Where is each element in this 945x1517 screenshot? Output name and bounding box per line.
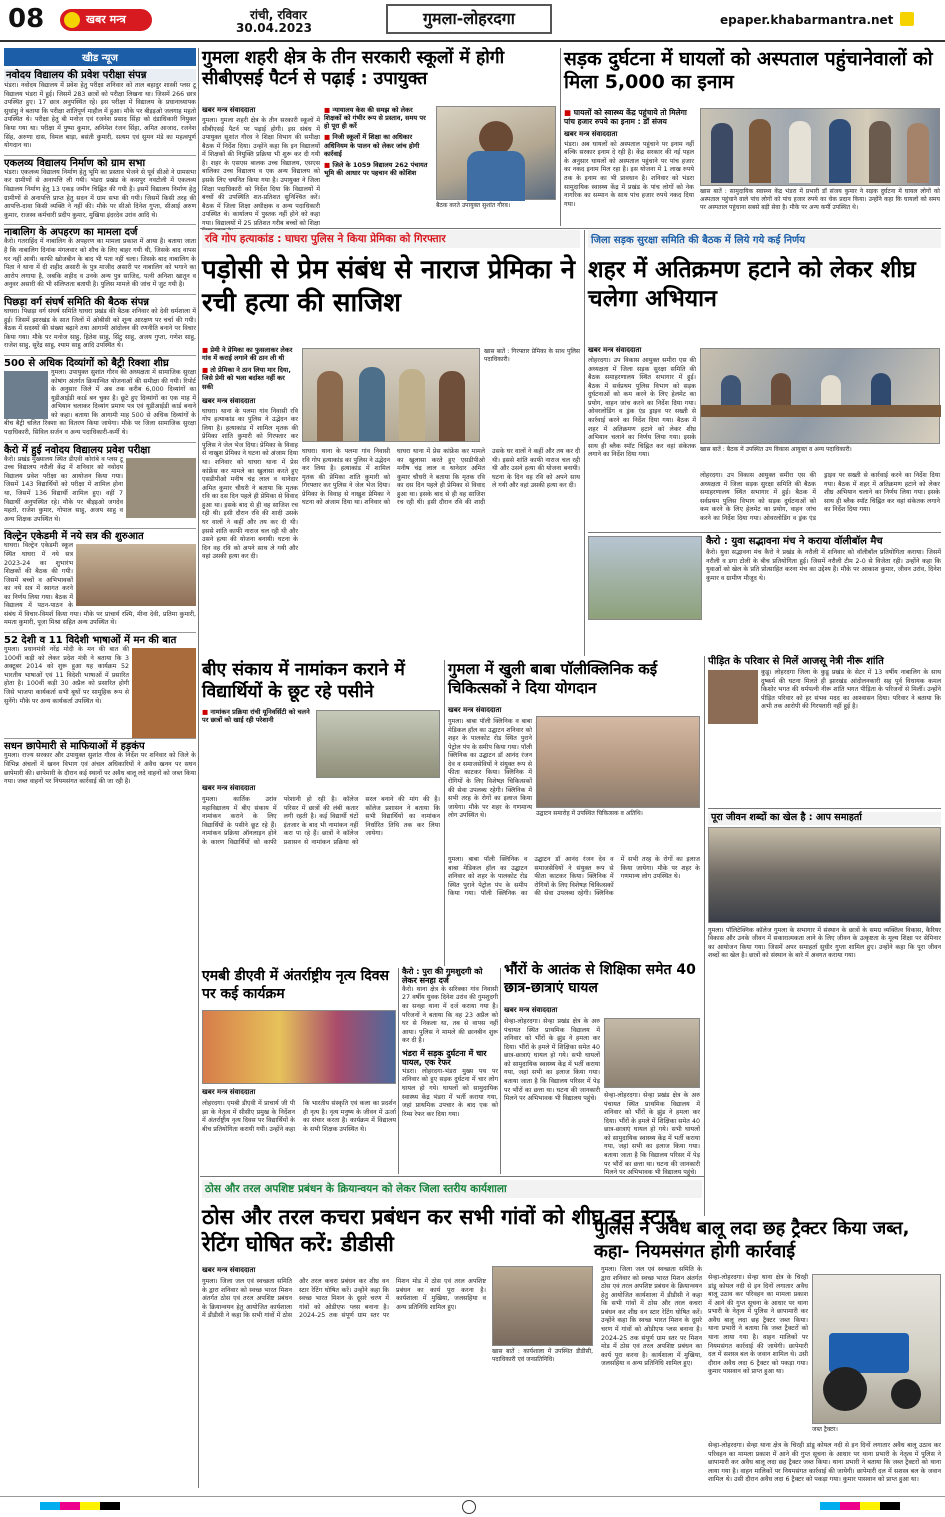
story-road-accident <box>402 1050 498 1174</box>
photo-caption: खास बातें : सामुदायिक स्वास्थ्य केंद्र भंडरा में प्रभारी डॉ संजय कुमार ने सड़क दुर्घटना में घायल लोगों को अस्पताल पहुंचाने वाले पांच लोगों को पांच हजार रुपये का चेक प्रदान किया। उन्होंने कहा कि घायलों को समय पर अस्पताल पहुंचाना सबसे बड़ी सेवा है। मौके पर अन्य कर्मी उपस्थित थे। <box>700 188 940 211</box>
headline: पूरा जीवन शब्दों का खेल है : आप समाहर्ता <box>708 812 941 825</box>
photo-caption: खास बातें : कार्यशाला में उपस्थित डीडीसी, पदाधिकारी एवं जनप्रतिनिधि। <box>492 1348 593 1363</box>
tractor-photo <box>812 1274 941 1424</box>
color-bar <box>820 1502 900 1510</box>
story-bees <box>504 962 700 1177</box>
page-number: 08 <box>8 4 45 34</box>
brief-text: भंडरा। नवोदय विद्यालय में प्रवेश हेतु परीक्षा शनिवार को ताल बहादुर शास्त्री प्लस टू विद्यालय भंडरा में हुई। जिसमें 283 छात्रों को परीक्षा लिखना था। जिसमें 266 छात्र उपस्थित हुए। 17 छात्र अनुपस्थित रहे। इस परीक्षा में विद्यालय के प्रधानाध्यापक सुधांशु ने बताया कि परीक्षा शांतिपूर्ण माहौल में हुआ। मौके पर बीइइओ जलगाह महतो उपस्थित थे। परीक्षा हेतु बी मनोज एवं रजनेश प्रसाद सिंहा को दंडाधिकारी नियुक्त किया गया था। परीक्षा में पुष्पा कुमार, अनिमेश रंजन सिंहा, अमित आजाद, रजनेश सिंह, अरुणा दास, विमल बाड़ा, बसंती कुमारी, सत्यम एवं सुमन मंडे का महत्वपूर्ण योगदान था। <box>4 82 196 150</box>
body-text: गुमला। जिला जल एवं स्वच्छता समिति के द्वारा शनिवार को स्वच्छ भारत मिशन अंतर्गत ठोस एवं तरल अपशिष्ट प्रबंधन के क्रियान्वयन हेतु आयोजित कार्यशाला में डीडीसी ने कहा कि सभी गांवों में ठोस और तरल कचरा प्रबंधन कर शीघ्र वन स्टार रेटिंग घोषित करें। उन्होंने कहा कि स्वच्छ भारत मिशन के दूसरे चरण में गांवों को ओडीएफ प्लस बनाना है। 2024-25 तक संपूर्ण ग्राम स्तर पर मिशन मोड में ठोस एवं तरल अपशिष्ट प्रबंधन का कार्य पूरा करना है। कार्यशाला में मुखिया, जलसहिया व अन्य प्रतिनिधि शामिल हुए। <box>202 1278 486 1320</box>
story-band: रवि गोप हत्याकांड : घाघरा पुलिस ने किया प्रेमिका को गिरफ्तार <box>202 230 580 248</box>
brief-rickshaw <box>4 355 196 438</box>
body-text: कैरो। युवा सद्भावना मंच कैरो ने प्रखंड के नरौली में शनिवार को वॉलीबॉल प्रतियोगिता कराया। जिसमें नरौली व डगा टोली के बीच प्रतियोगिता हुई। जिसमें नरौली टीम 2-0 से विजेता रही। उन्होंने कहा कि युवाओं को खेल के प्रति प्रोत्साहित करना मंच का उद्देश्य है। मौके पर आकाश कुमार, जीवन उरांव, दिनेश कुमार व ग्रामीण मौजूद थे। <box>706 549 941 582</box>
dateline-city: रांची, रविवार <box>250 8 307 22</box>
body-text: गुमला। कार्तिक उरांव महाविद्यालय में बीए संकाय में नामांकन कराने के लिए विद्यार्थियों के पसीने छूट रहे हैं। नामांकन प्रक्रिया ऑनलाइन होने के कारण विद्यार्थियों को काफी परेशानी हो रही है। कॉलेज परिसर में छात्रों की लंबी कतार लगी रहती है। कई विद्यार्थी घंटों इंतजार के बाद भी नामांकन नहीं करा पा रहे हैं। छात्रों ने कॉलेज प्रशासन से नामांकन प्रक्रिया को सरल बनाने की मांग की है। कॉलेज प्रशासन ने बताया कि सभी विद्यार्थियों का नामांकन निर्धारित तिथि तक कर लिया जायेगा। <box>202 796 440 846</box>
brief-text: कैरो। प्रखंड मुख्यालय स्थित डीएवी कोरांबे व प्लस टू उच्च विद्यालय नरौली केंद्र में शनिवार को नवोदय विद्यालय प्रवेश परीक्षा का आयोजन किया गया। जिसमें 143 विद्यार्थियों को परीक्षा में शामिल होना था, जिसमें 136 विद्यार्थी शामिल हुए। वहीं 7 विद्यार्थी अनुपस्थित रहे। मौके पर बीइइओ जगदेव महतो, राजेश कुमार, गोपाल साहु, अजय साहु व अन्य शिक्षक उपस्थित थे। <box>4 455 123 523</box>
body-text: गुमला। बाबा पॉली क्लिनिक व बाबा मेडिकल हॉल का उद्घाटन शनिवार को शहर के पालकोट रोड स्थित पुराने पेट्रोल पंप के समीप किया गया। पॉली क्लिनिक का उद्घाटन डॉ आनंद रंजन देव व समाजसेवियों ने संयुक्त रूप से फीता काटकर किया। क्लिनिक में रोगियों के लिए विशेषज्ञ चिकित्सकों की सेवा उपलब्ध रहेगी। क्लिनिक में सभी तरह के रोगों का इलाज किया जायेगा। मौके पर शहर के गणमान्य लोग उपस्थित थे। <box>448 718 532 820</box>
byline: खबर मन्त्र संवाददाता <box>202 1266 256 1274</box>
body-continued: लोहरदगा। उप विकास आयुक्त समीरा एस की अध्यक्षता में जिला सड़क सुरक्षा समिति की बैठक समाहरणालय स्थित सभागार में हुई। बैठक में सर्वप्रथम पुलिस विभाग को सड़क दुर्घटनाओं को कम करने के लिए हेलमेट का प्रयोग, वाहन जांच करने का निर्देश दिया गया। ओवरलोडिंग व ड्रंक एंड ड्राइव पर सख्ती से कार्रवाई करने का निर्देश दिया गया। बैठक में शहर में अतिक्रमण हटाने को लेकर शीघ्र अभियान चलाने का निर्णय लिया गया। इसके साथ ही ब्लैक स्पॉट चिह्नित कर वहां संकेतक लगाने का निर्देश दिया गया। <box>700 472 940 522</box>
brief-heading: कैरो में हुई नवोदय विद्यालय प्रवेश परीक्षा <box>4 444 151 456</box>
story-murder <box>202 230 580 656</box>
volleyball-photo <box>588 536 702 620</box>
color-bar <box>40 1502 120 1510</box>
pullout-point: ■ निजी स्कूलों में शिक्षा का अधिकार अधिनियम के पालन को लेकर जांच होगी कार्रवाई <box>324 133 420 158</box>
headline: कैरो : पुरा की गुमशुदगी को लेकर सनहा दर्ज <box>402 967 483 985</box>
award-photo <box>700 108 940 186</box>
body-continued: सेन्हा-लोहरदगा। सेन्हा थाना क्षेत्र के चिरही डांडू कोयल नदी से इन दिनों लगातार अवैध बालू उठाव कर परिवहन का मामला प्रकाश में आने की गुप्त सूचना के आधार पर थाना प्रभारी के नेतृत्व में पुलिस ने छापामारी कर अवैध बालू लदा छह ट्रैक्टर जब्त किया। थाना प्रभारी ने बताया कि जब्त ट्रैक्टरों को थाना लाया गया है। वाहन मालिकों पर नियमसंगत कार्रवाई की जायेगी। छापेमारी दल में सशस्त्र बल के जवान शामिल थे। उसी दौरान अवैध लदा 6 ट्रैक्टर को पकड़ा गया। कुमार पासवान को प्राप्त हुआ था। <box>708 1442 941 1484</box>
dc-meeting-photo <box>436 106 556 200</box>
tractor-body <box>708 1274 941 1486</box>
injured-students-photo <box>604 1018 700 1088</box>
byline: खबर मन्त्र संवाददाता <box>202 396 256 405</box>
brief-heading: सधन छापेमारी से माफियाओं में हड़कंप <box>4 741 145 753</box>
body-text: गुमला। गुमला शहरी क्षेत्र के तीन सरकारी स्कूलों में सीबीएसई पैटर्न पर पढ़ाई होगी। इस संबंध में उपायुक्त सुशांत गौरव ने शिक्षा विभाग की समीक्षा बैठक में निर्देश दिया। उन्होंने कहा कि इन विद्यालयों में शिक्षकों की नियुक्ति प्रक्रिया भी शुरू कर दी गयी है। शहर के एसएस बालक उच्च विद्यालय, एसएस बालिका उच्च विद्यालय व एक अन्य विद्यालय को इसके लिए चयनित किया गया है। उपायुक्त ने जिला शिक्षा पदाधिकारी को निर्देश दिया कि विद्यालयों में बच्चों की उपस्थिति शत-प्रतिशत सुनिश्चित करें। बैठक में जिला शिक्षा अधीक्षक व अन्य पदाधिकारी उपस्थित थे। कार्यालय में पुस्तक नहीं होने को कहा गया। विद्यालयों में 25 प्रतिशत गरीब बच्चों को शिक्षा <box>202 117 320 227</box>
headline: पड़ोसी से प्रेम संबंध से नाराज प्रेमिका ने रची हत्या की साजिश <box>202 255 576 318</box>
pullout-point: ■ तो प्रेमिका ने ठान लिया मार दिया, जिसे प्रेमी को भला बर्दाश्त नहीं कर सकी <box>202 366 291 391</box>
dance-photo <box>202 1010 396 1084</box>
briefs-tag: खीड न्यूज <box>4 48 196 66</box>
photo-caption: खास बातें : गिरफ्तार प्रेमिका के साथ पुलिस पदाधिकारी। <box>484 348 580 363</box>
body-text: घाघरा। थाना के पलमा गांव निवासी रवि गोप हत्याकांड का पुलिस ने उद्भेदन कर लिया है। हत्याकांड में शामिल मृतक की प्रेमिका शांति कुमारी को गिरफ्तार कर पुलिस ने जेल भेज दिया। प्रेमिका के विवाह से नाखुश प्रेमिका ने घटना को अंजाम दिया था। शनिवार को घाघरा थाना में प्रेस कांफ्रेंस कर मामले का खुलासा करते हुए एसडीपीओ मनीष चंद्र लाल व थानेदार अमित कुमार चौधरी ने बताया कि मृतक रवि का दस दिन पहले ही प्रेमिका से विवाद हुआ था। इसके बाद से ही वह साजिश रच रही थी। इसी दौरान रवि की शादी उसके घर वालों ने कहीं और तय कर दी थी। इससे शांति काफी नाराज चल रही थी और उसने हत्या की योजना बनायी। घटना के दिन वह रवि को अपने साथ ले गयी और वहां उसकी हत्या कर दी। <box>202 407 298 561</box>
kicker: ■ घायलों को स्वास्थ्य केंद्र पहुंचाये तो मिलेगा पांच हजार रुपये का इनाम : डॉ संजय <box>564 108 687 127</box>
academy-photo <box>76 544 196 606</box>
headline: भंडरा में सड़क दुर्घटना में चार घायल, एक रेफर <box>402 1049 487 1067</box>
brief-text: कैरो। गतराहिंद में नाबालिग के अपहरण का मामला प्रकाश में आया है। बताया जाता है कि नाबालिग दिनांक मंगलवार को शौच के लिए बाहर गयी थी, जिसके बाद वापस घर नहीं आयी। काफी खोजबीन के बाद भी पता नहीं चला। जिसके बाद नाबालिग के पिता ने थाना में दी शहीद असारी के पुत्र माजीद असारी पर नाबालिग को भगाने का आरोप लगाया है, जबकि शहीद व उनके अन्य पुत्र साजिद, पत्नी अनिशा खातून व अनुवर असारी की भी संलिप्तता बतायी है। पुलिस मामले की जांच में जुट गयी है। <box>4 238 196 289</box>
story-encroachment <box>588 230 941 530</box>
masthead <box>0 0 945 44</box>
brief-obc <box>4 294 196 351</box>
photo-caption: उद्घाटन समारोह में उपस्थित चिकित्सक व अतिथि। <box>536 810 643 817</box>
headline: एमबी डीएवी में अंतर्राष्ट्रीय नृत्य दिवस पर कई कार्यक्रम <box>202 968 389 1002</box>
brief-text: गुमला। उपायुक्त सुशांत गौरव की अध्यक्षता में सामाजिक सुरक्षा कोषांग अंतर्गत क्रियान्वित योजनाओं की समीक्षा की गयी। रिपोर्ट के अनुसार जिले में अब तक करीब 6,000 दिव्यांगों का यूडीआईडी कार्ड बन चुका है। छूटे हुए दिव्यांगों का एक माह में अभियान चलाकर दिव्यांग प्रमाण पत्र एवं यूडीआईडी कार्ड बनाने को कहा। बताया कि आगामी माह 500 से अधिक दिव्यांगों के बीच बैट्री चलित रिक्शा का वितरण किया जायेगा। मौके पर जिला सामाजिक सुरक्षा पदाधिकारी, सिविल सर्जन व अन्य पदाधिकारी-कर्मी थे। <box>4 369 196 436</box>
story-polyclinic <box>448 660 700 958</box>
photo-caption: खास बातें : बैठक में उपस्थित उप विकास आयुक्त व अन्य पदाधिकारी। <box>700 446 852 453</box>
brief-text: गुमला। प्रधानमंत्री नरेंद्र मोदी के मन की बात की 100वीं कड़ी को लेकर प्रदेश मंत्री ने बताया कि 3 अक्टूबर 2014 को शुरू हुआ यह कार्यक्रम 52 भारतीय भाषाओं एवं 11 विदेशी भाषाओं में प्रसारित होता है। 100वीं कड़ी 30 अप्रैल को प्रसारित होगी जिसे भाजपा कार्यकर्ता सभी बूथों पर सामूहिक रूप से सुनेंगे। मौके पर अन्य कार्यकर्ता उपस्थित थे। <box>4 646 129 705</box>
byline: खबर मन्त्र संवाददाता <box>448 706 502 714</box>
leader-photo <box>708 670 758 724</box>
body-text: सेन्हा-लोहरदगा। सेन्हा प्रखंड क्षेत्र के अरु पंचायत स्थित प्राथमिक विद्यालय में शनिवार को भौंरों के झुंड ने हमला कर दिया। भौंरों के हमले में शिक्षिका समेत 40 छात्र-छात्राएं घायल हो गये। सभी घायलों को सामुदायिक स्वास्थ्य केंद्र में भर्ती कराया गया, जहां सभी का इलाज किया गया। बताया जाता है कि विद्यालय परिसर में पेड़ पर भौंरों का छत्ता था। घटना की जानकारी मिलने पर अभिभावक भी विद्यालय पहुंचे। <box>504 1018 600 1103</box>
road-safety-meeting-photo <box>700 348 940 444</box>
pullout-point: ■ जिले के 1059 विद्यालय 262 पंचायत भूमि की आधार पर पहचान की कोशिश <box>324 160 428 177</box>
brief-heading: नवोदय विद्यालय की प्रवेश परीक्षा संपन्न <box>4 69 196 82</box>
body-continued: गुमला। जिला जल एवं स्वच्छता समिति के द्वारा शनिवार को स्वच्छ भारत मिशन अंतर्गत ठोस एवं तरल अपशिष्ट प्रबंधन के क्रियान्वयन हेतु आयोजित कार्यशाला में डीडीसी ने कहा कि सभी गांवों में ठोस और तरल कचरा प्रबंधन कर शीघ्र वन स्टार रेटिंग घोषित करें। उन्होंने कहा कि स्वच्छ भारत मिशन के दूसरे चरण में गांवों को ओडीएफ प्लस बनाना है। 2024-25 तक संपूर्ण ग्राम स्तर पर मिशन मोड में ठोस एवं तरल अपशिष्ट प्रबंधन का कार्य पूरा करना है। कार्यशाला में मुखिया, जलसहिया व अन्य प्रतिनिधि शामिल हुए। <box>601 1266 702 1368</box>
headline: पुलिस ने अवैध बालू लदा छह ट्रैक्टर किया जब्त, कहा- नियमसंगत होगी कार्रवाई <box>594 1218 910 1262</box>
body-continued: घाघरा। थाना के पलमा गांव निवासी रवि गोप हत्याकांड का पुलिस ने उद्भेदन कर लिया है। हत्याकांड में शामिल मृतक की प्रेमिका शांति कुमारी को गिरफ्तार कर पुलिस ने जेल भेज दिया। प्रेमिका के विवाह से नाखुश प्रेमिका ने घटना को अंजाम दिया था। शनिवार को घाघरा थाना में प्रेस कांफ्रेंस कर मामले का खुलासा करते हुए एसडीपीओ मनीष चंद्र लाल व थानेदार अमित कुमार चौधरी ने बताया कि मृतक रवि का दस दिन पहले ही प्रेमिका से विवाद हुआ था। इसके बाद से ही वह साजिश रच रही थी। इसी दौरान रवि की शादी उसके घर वालों ने कहीं और तय कर दी थी। इससे शांति काफी नाराज चल रही थी और उसने हत्या की योजना बनायी। घटना के दिन वह रवि को अपने साथ ले गयी और वहां उसकी हत्या कर दी। <box>302 448 580 507</box>
brief-text: भंडरा। एकलव्य विद्यालय निर्माण हेतु भूमि का प्रस्ताव भेजने से पूर्व सीओ ने ग्रामसभा कर ग्रामीणों से अनापत्ति ली गयी। भंडरा प्रखंड के कसपुर नवटोली में एकलव्य विद्यालय निर्माण हेतु 13 एकड़ जमीन चिह्नित की गयी है। इसमें विद्यालय निर्माण हेतु ग्रामीणों से अनापत्ति प्राप्त हेतु सदन में ग्राम सभा की गयी। जिसमें किसी तरह की आपत्ति-दावा किसी व्यक्ति ने नहीं की। मौके पर सीओ दिनेश गुप्ता, सीआई अरुण कुमार, राजस्व कर्मचारी प्रदीप कुमार, मुखिया इंदरदेव उरांव आदि थे। <box>4 168 196 219</box>
page-footer <box>0 1492 945 1517</box>
epaper-url[interactable]: epaper.khabarmantra.net <box>720 13 894 27</box>
body-text: गुमला। पॉलिटेक्निक कॉलेज गुमला के सभागार में संस्थान के छात्रों के समग्र व्यक्तित्व विकास, कैरियर विकास और उनके जीवन में सकारात्मकता लाने के लिए जीवन के उत्कृष्टता के मूल्य शिक्षा पर सेमिनार का आयोजन किया गया। जिसमें अपर समाहर्ता सुधीर गुप्ता शामिल हुए। उन्होंने कहा कि पूरा जीवन शब्दों का खेल है। छात्रों को संस्थान के बारे में अवगत कराया गया। <box>708 926 941 960</box>
body-text: भंडरा। अब घायलों को अस्पताल पहुंचाने पर इनाम नहीं बल्कि सरकार इनाम दे रही है। केंद्र सरकार की नई पहल के अनुसार घायलों को अस्पताल पहुंचाने पर पांच हजार का नकद इनाम मिल रहा है। इस योजना में 1 लाख रुपये तक के इनाम का भी प्रावधान है। शनिवार को भंडरा सामुदायिक स्वास्थ्य केंद्र में प्रखंड के पांच लोगों को नेक नागरिक का सम्मान के साथ पांच हजार रुपये नकद दिया गया। <box>564 140 694 208</box>
pullout-point: ■ न्यायालय केस की समझ को लेकर शिक्षकों को गंभीर रूप से प्रस्ताव, समय पर हो पूरा ही करें <box>324 106 426 131</box>
brief-eklavya <box>4 155 196 221</box>
body-continued: सेन्हा-लोहरदगा। सेन्हा प्रखंड क्षेत्र के अरु पंचायत स्थित प्राथमिक विद्यालय में शनिवार को भौंरों के झुंड ने हमला कर दिया। भौंरों के हमले में शिक्षिका समेत 40 छात्र-छात्राएं घायल हो गये। सभी घायलों को सामुदायिक स्वास्थ्य केंद्र में भर्ती कराया गया, जहां सभी का इलाज किया गया। बताया जाता है कि विद्यालय परिसर में पेड़ पर भौंरों का छत्ता था। घटना की जानकारी मिलने पर अभिभावक भी विद्यालय पहुंचे। <box>604 1092 700 1177</box>
modi-photo <box>132 648 196 738</box>
pullout-point: ■ प्रेमी ने प्रेमिका का फुसलाकर लेकर गांव में कराई लगाने की ठान ली थी <box>202 346 293 363</box>
brief-kidnap <box>4 224 196 290</box>
arrest-photo <box>302 348 480 442</box>
body-text: लोहरदगा। एमबी डीएवी में प्राचार्य जी पी झा के नेतृत्व में सीसीए प्रमुख के निर्देशन में अंतर्राष्ट्रीय नृत्य दिवस पर विद्यार्थियों के बीच प्रतियोगिता करायी गयी। उन्होंने कहा कि भारतीय संस्कृति एवं कला का प्रदर्शन ही नृत्य है। नृत्य मनुष्य के जीवन में ऊर्जा का संचार करता है। कार्यक्रम में विद्यालय के सभी शिक्षक उपस्थित थे। <box>202 1100 396 1133</box>
workshop-photo <box>492 1266 593 1346</box>
story-dance-day <box>202 968 396 1174</box>
byline: खबर मन्त्र संवाददाता <box>202 784 256 792</box>
byline: खबर मन्त्र संवाददाता <box>504 1006 558 1014</box>
byline: खबर मन्त्र संवाददाता <box>202 106 256 114</box>
brief-mann-ki-baat <box>4 632 196 706</box>
story-band: जिला सड़क सुरक्षा समिति की बैठक में लिये गये कई निर्णय <box>588 230 941 248</box>
brief-text: घाघरा। विल्ट्रेन एकेडमी स्कूल स्थित घाघरा में नये सत्र 2023-24 का शुभारंभ शिक्षकों की बैठक की गयी। जिसमें बच्चों व अभिभावकों का नये सत्र में स्वागत करने का निर्णय लिया गया। बैठक में विद्यालय में पठन-पाठन के संबंध में विचार-विमर्श किया गया। मौके पर प्राचार्य रश्मि, मीना देवी, प्रतिमा कुमारी, ममता कुमारी, पूजा मिश्रा सहित अन्य उपस्थित थे। <box>4 542 196 627</box>
brief-navodaya <box>4 69 196 151</box>
brief-cairo-exam <box>4 442 196 525</box>
cursor-icon <box>900 12 914 26</box>
brand-name: खबर मन्त्र <box>86 13 126 26</box>
headline: पीड़ित के परिवार से मिलें आजसू नेत्री नीरू शांति <box>708 656 884 667</box>
body-text: कुडू। लोहरदगा जिला के कुडू प्रखंड के सेटर में 13 वर्षीय नाबालिग के साथ दुष्कर्म की घटना मिलते ही झारखंड आंदोलनकारी सह पूर्व विधायक कमल किशोर भगत की धर्मपत्नी नीरू शांति भगत पीड़िता के परिजनों से मिलीं। उन्होंने पीड़ित परिवार को हर संभव मदद का आश्वासन दिया। परिवार ने बताया कि अभी तक आरोपी की गिरफ्तारी नहीं हुई है। <box>761 669 941 711</box>
brief-heading: 500 से अधिक दिव्यांगों को बैट्री रिक्शा शीघ्र <box>4 357 169 369</box>
registration-mark-icon <box>462 1500 476 1514</box>
story-band: ठोस और तरल अपशिष्ट प्रबंधन के क्रियान्वयन को लेकर जिला स्तरीय कार्यशाला <box>202 1180 702 1198</box>
brief-heading: एकलव्य विद्यालय निर्माण को ग्राम सभा <box>4 157 146 169</box>
dateline-date: 30.04.2023 <box>236 21 312 35</box>
students-queue-photo <box>316 710 440 778</box>
portrait-photo <box>4 371 48 419</box>
story-good-samaritan <box>564 48 941 226</box>
byline: खबर मन्त्र संवाददाता <box>588 346 642 354</box>
story-polytechnic <box>708 812 941 1012</box>
story-victim-family <box>708 656 941 806</box>
brief-academy <box>4 528 196 628</box>
story-volleyball <box>706 536 941 654</box>
brief-heading: विल्ट्रेन एकेडमी में नये सत्र की शुरुआत <box>4 531 144 543</box>
pullout-point: ■ नामांकन प्रक्रिया रांची यूनिवर्सिटी को चलने पर छात्रों को खाई रही परेशानी <box>202 708 310 725</box>
headline: सड़क दुर्घटना में घायलों को अस्पताल पहुंचानेवालों को मिला 5,000 का इनाम <box>564 48 933 94</box>
headline: ठोस और तरल कचरा प्रबंधन कर सभी गांवों को शीघ्र वन स्टार रेटिंग घोषित करें: डीडीसी <box>202 1205 675 1257</box>
headline: गुमला में खुली बाबा पॉलीक्लिनिक कई चिकित्सकों ने दिया योगदान <box>448 660 658 697</box>
brief-heading: नाबालिग के अपहरण का मामला दर्ज <box>4 227 138 239</box>
headline: शहर में अतिक्रमण हटाने को लेकर शीघ्र चलेगा अभियान <box>588 257 916 312</box>
story-ba-admission <box>202 660 440 966</box>
body-text: सेन्हा-लोहरदगा। सेन्हा थाना क्षेत्र के चिरही डांडू कोयल नदी से इन दिनों लगातार अवैध बालू उठाव कर परिवहन का मामला प्रकाश में आने की गुप्त सूचना के आधार पर थाना प्रभारी के नेतृत्व में पुलिस ने छापामारी कर अवैध बालू लदा छह ट्रैक्टर जब्त किया। थाना प्रभारी ने बताया कि जब्त ट्रैक्टरों को थाना लाया गया है। वाहन मालिकों पर नियमसंगत कार्रवाई की जायेगी। छापेमारी दल में सशस्त्र बल के जवान शामिल थे। उसी दौरान अवैध लदा 6 ट्रैक्टर को पकड़ा गया। कुमार पासवान को प्राप्त हुआ था। <box>708 1274 808 1376</box>
seminar-photo <box>708 827 941 923</box>
body-text: भंडरा। लोहरदगा-भंडरा मुख्य पथ पर शनिवार को हुए सड़क दुर्घटना में चार लोग घायल हो गये। घायलों को सामुदायिक स्वास्थ्य केंद्र भंडरा में भर्ती कराया गया, जहां प्राथमिक उपचार के बाद एक को रिम्स रेफर कर दिया गया। <box>402 1067 498 1118</box>
story-missing-person <box>402 968 498 1048</box>
logo-icon <box>64 12 80 28</box>
body-continued: गुमला। बाबा पॉली क्लिनिक व बाबा मेडिकल हॉल का उद्घाटन शनिवार को शहर के पालकोट रोड स्थित पुराने पेट्रोल पंप के समीप किया गया। पॉली क्लिनिक का उद्घाटन डॉ आनंद रंजन देव व समाजसेवियों ने संयुक्त रूप से फीता काटकर किया। क्लिनिक में रोगियों के लिए विशेषज्ञ चिकित्सकों की सेवा उपलब्ध रहेगी। क्लिनिक में सभी तरह के रोगों का इलाज किया जायेगा। मौके पर शहर के गणमान्य लोग उपस्थित थे। <box>448 856 700 898</box>
brief-heading: 52 देशी व 11 विदेशी भाषाओं में मन की बात <box>4 635 177 646</box>
section-title: गुमला-लोहरदगा <box>386 4 552 34</box>
byline: खबर मन्त्र संवाददाता <box>564 129 618 138</box>
photo-caption: जब्त ट्रैक्टर। <box>812 1426 838 1433</box>
photo-caption: बैठक करते उपायुक्त सुशांत गौरव। <box>436 202 511 209</box>
body-text: कैरो। थाना क्षेत्र के सरिक्का गांव निवासी 27 वर्षीय युवक दिनेश उरांव की गुमशुदगी का सनहा थाना में दर्ज कराया गया है। परिजनों ने बताया कि वह 23 अप्रैल को घर से निकला था, तब से वापस नहीं आया। पुलिस ने मामले की छानबीन शुरू कर दी है। <box>402 985 498 1045</box>
brief-text: घाघरा। पिछड़ा वर्ग संघर्ष समिति घाघरा प्रखंड की बैठक शनिवार को देवी धर्मशाला में हुई। जिसमें झारखंड के सात जिलों में ओबीसी को शून्य आरक्षण पर चर्चा की गयी। बैठक में सदस्यों की संख्या बढ़ाने तथा आगामी आंदोलन की रणनीति बनाने पर विचार किया गया। मौके पर मनोज साहु, हितेश साहु, सिंटु साहु, अजय गुप्ता, गणेश साहु, राजेश साहु, सुरेंद्र साहु, श्याम साहु आदि उपस्थित थे। <box>4 308 196 350</box>
brand-logo <box>60 9 152 31</box>
headline: गुमला शहरी क्षेत्र के तीन सरकारी स्कूलों में होगी सीबीएसई पैटर्न से पढ़ाई : उपायुक्त <box>202 48 505 90</box>
briefs-column <box>4 48 196 1488</box>
polyclinic-photo <box>536 716 700 808</box>
brief-raid <box>4 738 196 786</box>
brief-heading: पिछड़ा वर्ग संघर्ष समिति की बैठक संपन्न <box>4 296 149 308</box>
brief-text: गुमला। राज्य सरकार और उपायुक्त सुशांत गौरव के निर्देश पर शनिवार को जिले के विभिन्न अंचलों में खनन विभाग एवं अंचल अधिकारियों ने अवैध खनन पर सघन छापेमारी की। छापेमारी के दौरान कई स्थानों पर अवैध बालू लदे वाहनों को जब्त किया गया। जब्त वाहनों पर नियमसंगत कार्रवाई की जा रही है। <box>4 752 196 786</box>
headline: कैरो : युवा सद्भावना मंच ने कराया वॉलीबॉल मैच <box>706 536 883 547</box>
headline: बीए संकाय में नामांकन कराने में विद्यार्थियों के छूट रहे पसीने <box>202 660 405 702</box>
story-cbse <box>202 48 556 226</box>
body-text: लोहरदगा। उप विकास आयुक्त समीरा एस की अध्यक्षता में जिला सड़क सुरक्षा समिति की बैठक समाहरणालय स्थित सभागार में हुई। बैठक में सर्वप्रथम पुलिस विभाग को सड़क दुर्घटनाओं को कम करने के लिए हेलमेट का प्रयोग, वाहन जांच करने का निर्देश दिया गया। ओवरलोडिंग व ड्रंक एंड ड्राइव पर सख्ती से कार्रवाई करने का निर्देश दिया गया। बैठक में शहर में अतिक्रमण हटाने को लेकर शीघ्र अभियान चलाने का निर्णय लिया गया। इसके साथ ही ब्लैक स्पॉट चिह्नित कर वहां संकेतक लगाने का निर्देश दिया गया। <box>588 357 696 459</box>
exam-photo <box>126 458 196 518</box>
byline: खबर मन्त्र संवाददाता <box>202 1088 256 1096</box>
headline: भौंरों के आतंक से शिक्षिका समेत 40 छात्र-छात्राएं घायल <box>504 962 696 996</box>
